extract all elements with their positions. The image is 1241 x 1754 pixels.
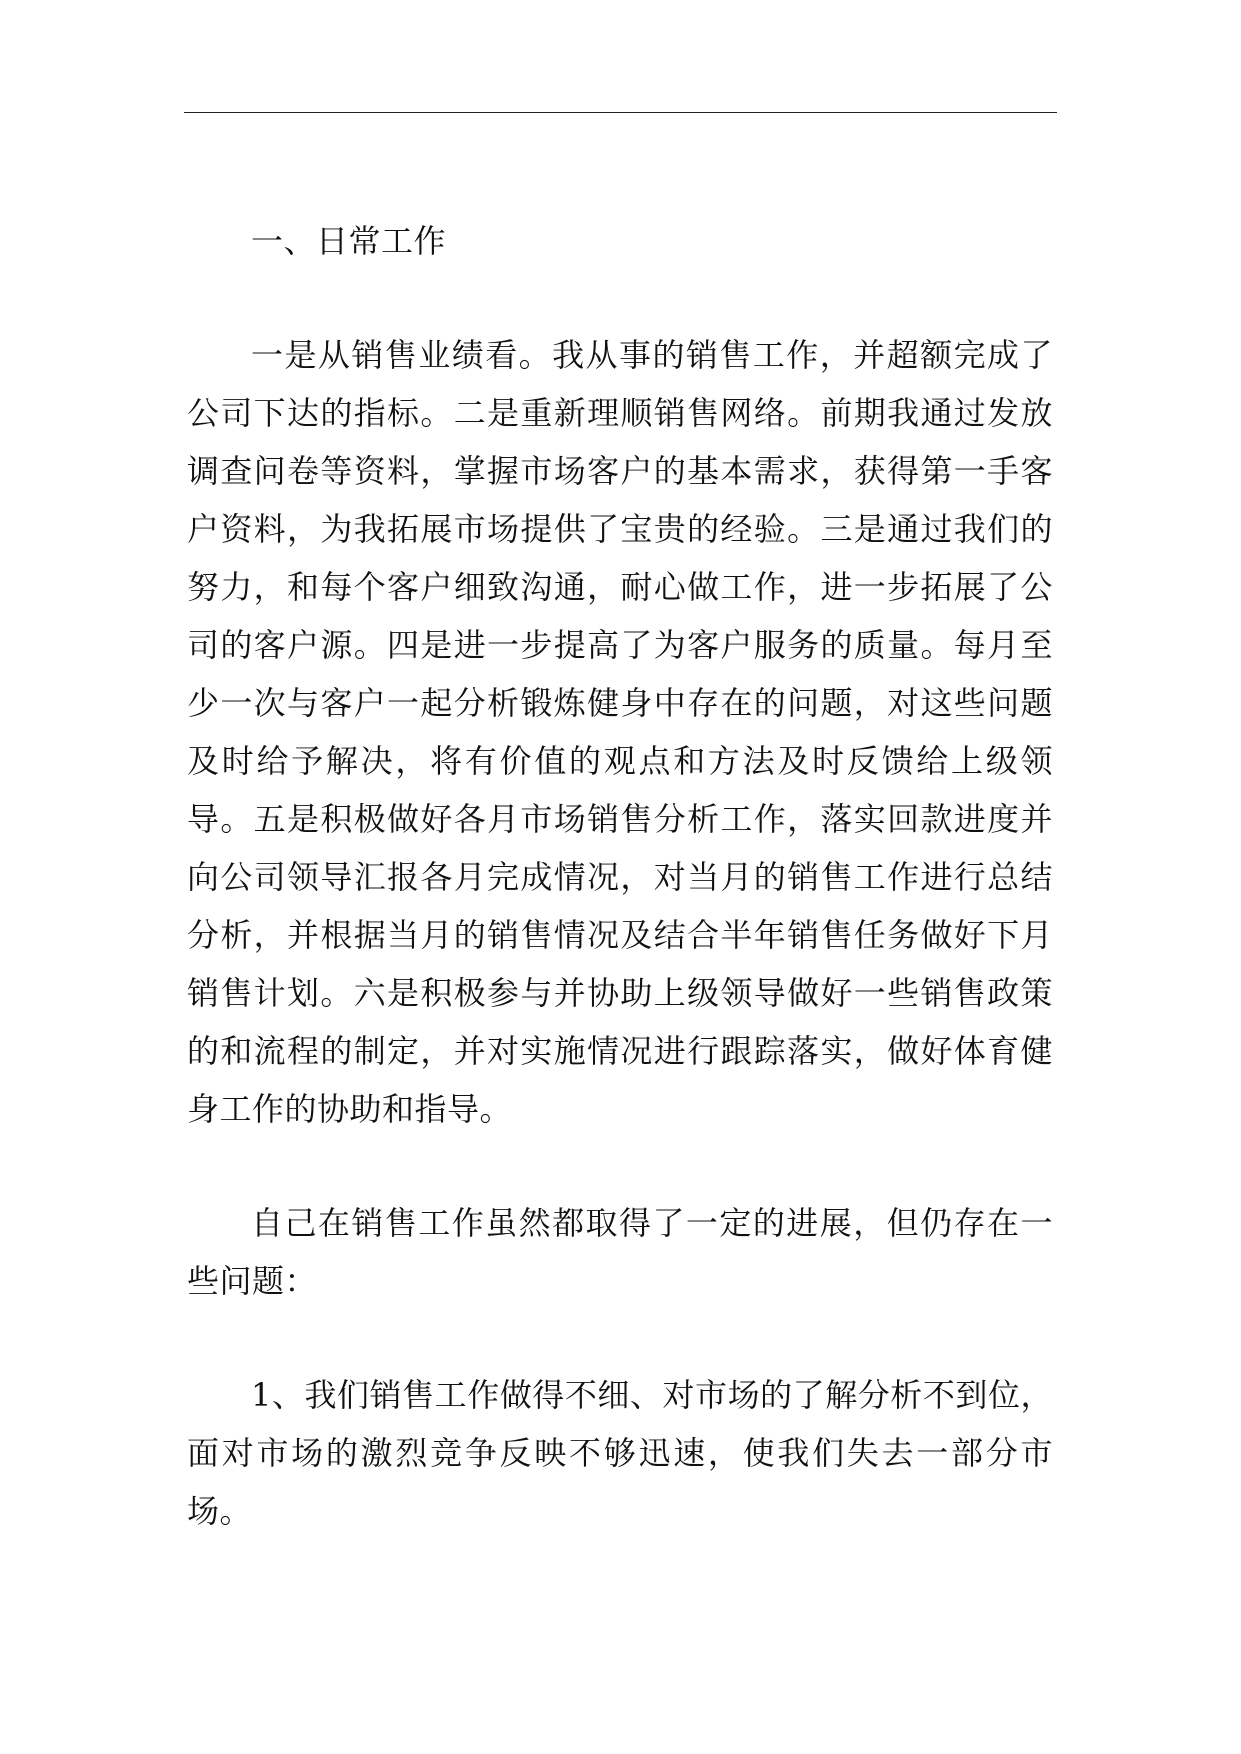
document-body	[187, 212, 1053, 1540]
header-rule	[184, 112, 1057, 113]
paragraph-daily-work: 一是从销售业绩看。我从事的销售工作，并超额完成了公司下达的指标。二是重新理顺销售网络。前期我通过发放调查问卷等资料，掌握市场客户的基本需求，获得第一手客户资料，为我拓展市场提供了宝贵的经验。三是通过我们的努力，和每个客户细致沟通，耐心做工作，进一步拓展了公司的客户源。四是进一步提高了为客户服务的质量。每月至少一次与客户一起分析锻炼健身中存在的问题，对这些问题及时给予解决，将有价值的观点和方法及时反馈给上级领导。五是积极做好各月市场销售分析工作，落实回款进度并向公司领导汇报各月完成情况，对当月的销售工作进行总结分析，并根据当月的销售情况及结合半年销售任务做好下月销售计划。六是积极参与并协助上级领导做好一些销售政策的和流程的制定，并对实施情况进行跟踪落实，做好体育健身工作的协助和指导。	[187, 336, 1053, 1128]
section-heading: 一、日常工作	[251, 222, 447, 260]
paragraph-issues-intro: 自己在销售工作虽然都取得了一定的进展，但仍存在一些问题：	[187, 1204, 1053, 1300]
paragraph-issue-1: 1、我们销售工作做得不细、对市场的了解分析不到位，面对市场的激烈竞争反映不够迅速，使我们失去一部分市场。	[187, 1376, 1053, 1530]
